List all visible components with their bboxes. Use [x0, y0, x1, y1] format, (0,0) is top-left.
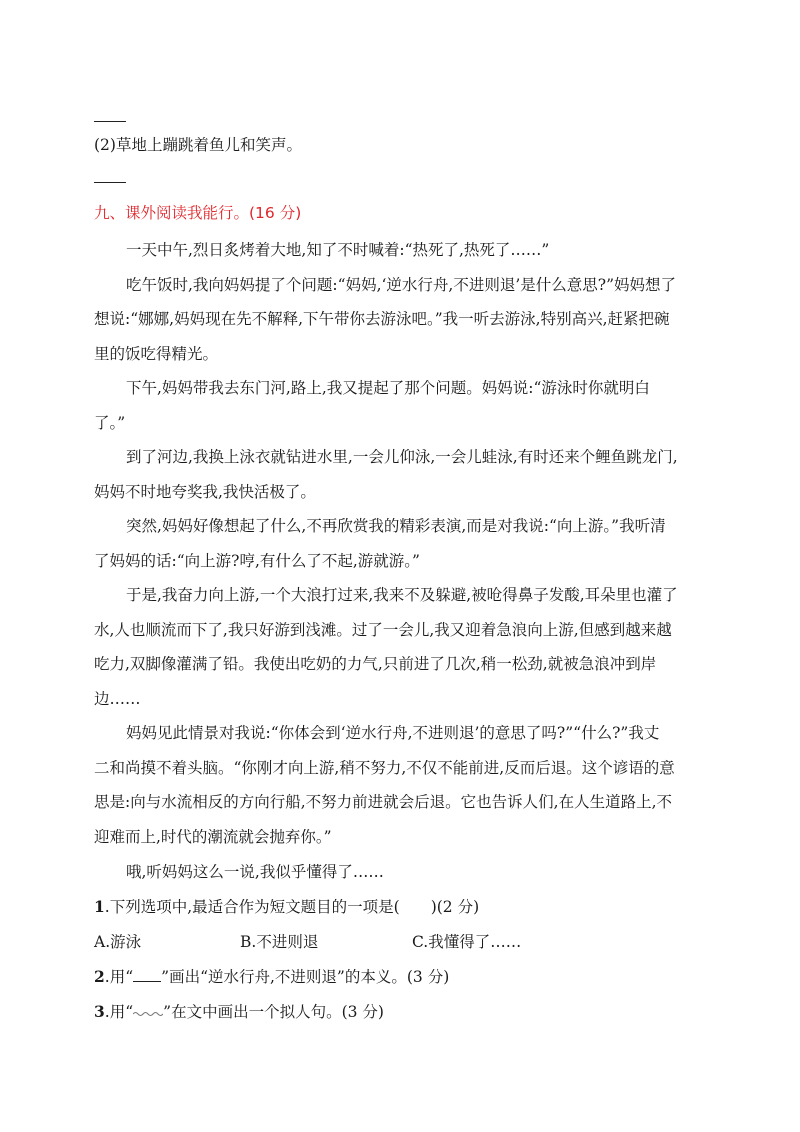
question-1: [94, 895, 479, 917]
passage-line: 了。”: [94, 414, 126, 432]
section-9-heading: 九、课外阅读我能行。(16 分): [94, 204, 302, 222]
option-b: B.不进则退: [240, 933, 319, 951]
wavy-line-sample-icon: [133, 1007, 163, 1017]
option-c: C.我懂得了……: [412, 933, 522, 951]
passage-line: 边……: [94, 690, 141, 708]
question-text-pre: .用“: [104, 1003, 134, 1021]
question-2: [94, 965, 449, 987]
question-text: .下列选项中,最适合作为短文题目的一项是( )(2 分): [104, 898, 480, 916]
question-text-post: ”画出“逆水行舟,不进则退”的本义。(3 分): [161, 968, 450, 986]
passage-line: 妈妈见此情景对我说:“你体会到‘逆水行舟,不进则退’的意思了吗?”“什么?”我丈: [126, 724, 660, 742]
question-text-post: ”在文中画出一个拟人句。(3 分): [163, 1003, 384, 1021]
passage-line: 了妈妈的话:“向上游?哼,有什么了不起,游就游。”: [94, 552, 420, 570]
passage-line: 妈妈不时地夸奖我,我快活极了。: [94, 483, 316, 501]
answer-blank-line: [94, 182, 126, 183]
passage-line: 突然,妈妈好像想起了什么,不再欣赏我的精彩表演,而是对我说:“向上游。”我听清: [126, 517, 666, 535]
answer-blank-line: [94, 121, 126, 122]
passage-line: 到了河边,我换上泳衣就钻进水里,一会儿仰泳,一会儿蛙泳,有时还来个鲤鱼跳龙门,: [126, 448, 678, 466]
question-text-pre: .用“: [104, 968, 134, 986]
passage-line: 于是,我奋力向上游,一个大浪打过来,我来不及躲避,被呛得鼻子发酸,耳朵里也灌了: [126, 586, 678, 604]
passage-line: 迎难而上,时代的潮流就会抛弃你。”: [94, 828, 332, 846]
passage-line: 哦,听妈妈这么一说,我似乎懂得了……: [126, 863, 384, 881]
underline-sample-icon: [133, 967, 161, 982]
question-3: [94, 1000, 384, 1022]
passage-line: 想说:“娜娜,妈妈现在先不解释,下午带你去游泳吧。”我一听去游泳,特别高兴,赶紧把碗: [94, 310, 670, 328]
passage-line: 思是:向与水流相反的方向行船,不努力前进就会后退。它也告诉人们,在人生道路上,不: [94, 793, 673, 811]
passage-line: 吃力,双脚像灌满了铅。我使出吃奶的力气,只前进了几次,稍一松劲,就被急浪冲到岸: [94, 655, 657, 673]
passage-line: 吃午饭时,我向妈妈提了个问题:“妈妈,‘逆水行舟,不进则退’是什么意思?”妈妈想了: [126, 276, 677, 294]
passage-line: 一天中午,烈日炙烤着大地,知了不时喊着:“热死了,热死了……”: [126, 241, 550, 259]
passage-line: 下午,妈妈带我去东门河,路上,我又提起了那个问题。妈妈说:“游泳时你就明白: [126, 379, 650, 397]
question-number: 1: [94, 897, 105, 916]
passage-line: 二和尚摸不着头脑。“你刚才向上游,稍不努力,不仅不能前进,反而后退。这个谚语的意: [94, 759, 675, 777]
passage-line: 里的饭吃得精光。: [94, 345, 219, 363]
question-number: 3: [94, 1002, 105, 1021]
option-a: A.游泳: [94, 933, 142, 951]
prev-item-2: (2)草地上蹦跳着鱼儿和笑声。: [94, 136, 302, 154]
question-number: 2: [94, 967, 105, 986]
passage-line: 水,人也顺流而下了,我只好游到浅滩。过了一会儿,我又迎着急浪向上游,但感到越来越: [94, 621, 672, 639]
